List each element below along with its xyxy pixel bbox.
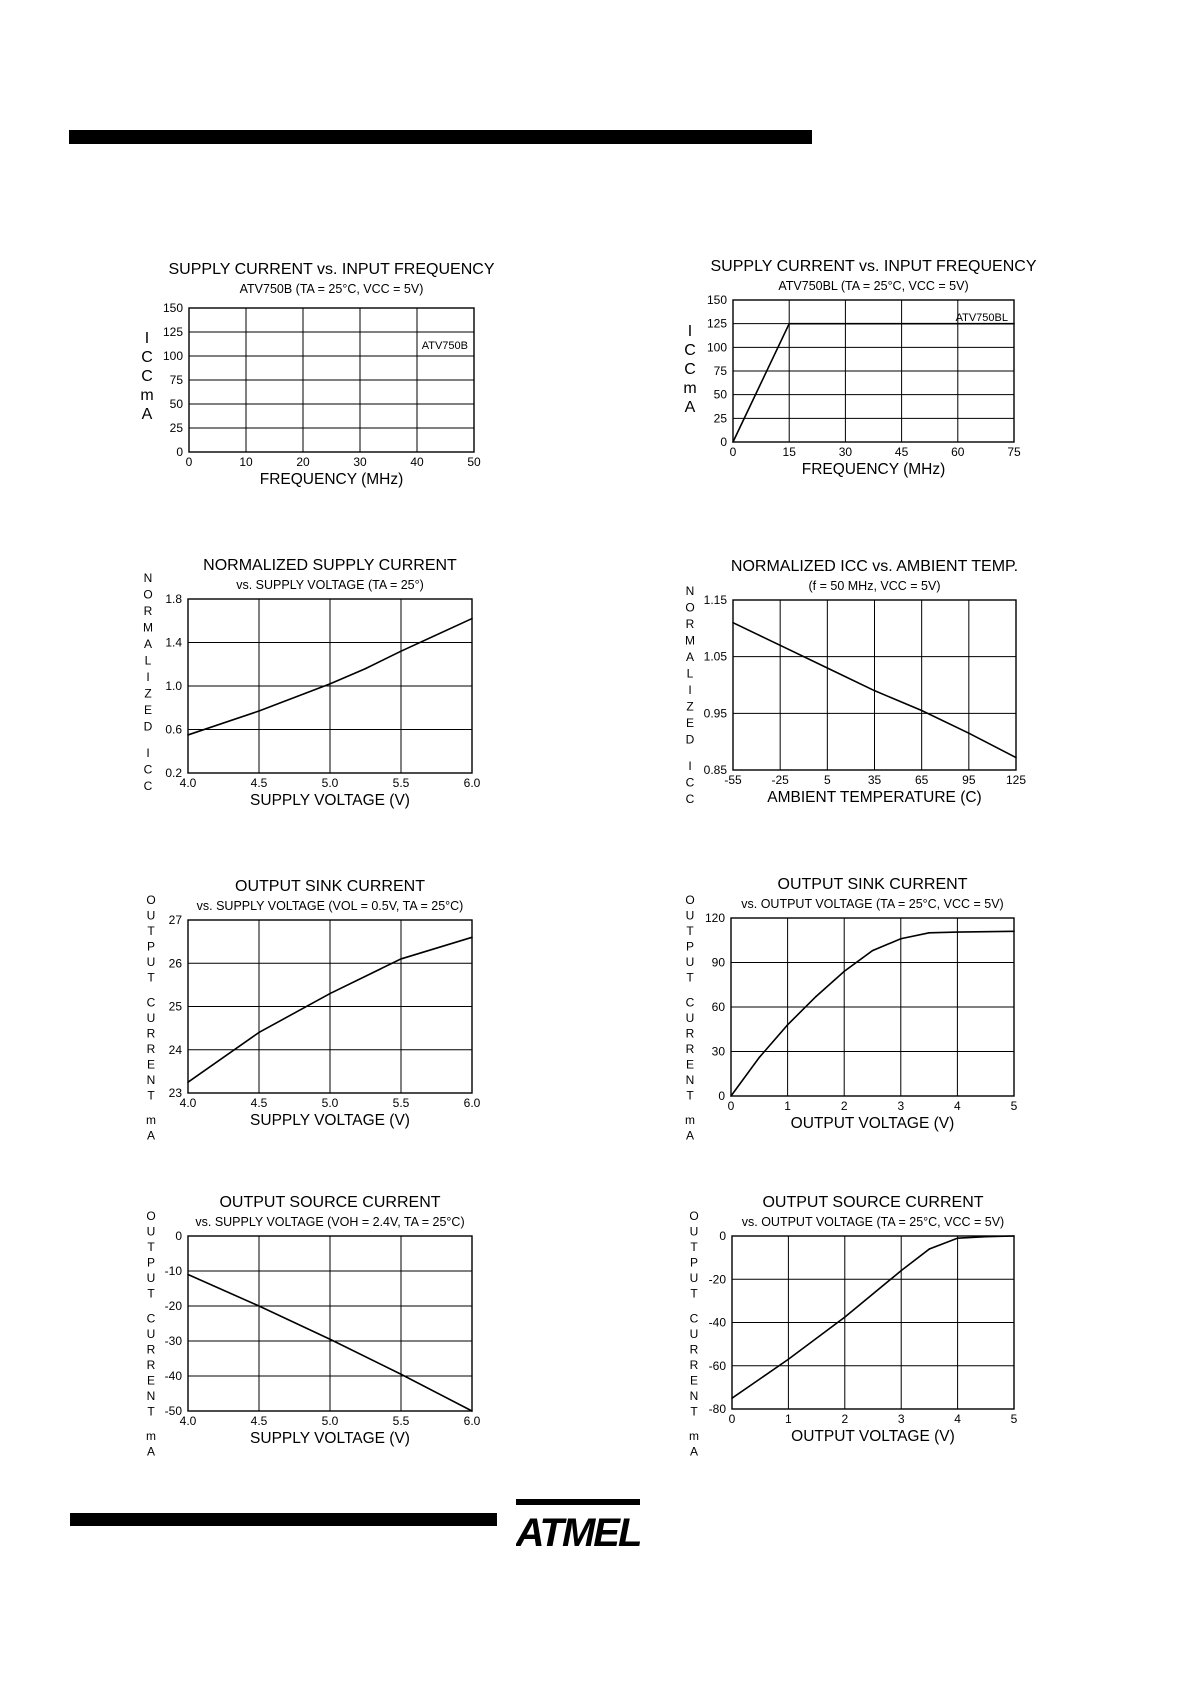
y-tick-label: 120 (704, 911, 725, 925)
y-tick-label: 150 (706, 293, 727, 307)
y-axis-label-letter: R (146, 1041, 156, 1056)
x-axis-label: AMBIENT TEMPERATURE (C) (767, 789, 982, 806)
y-axis-label-letter: P (685, 939, 695, 954)
y-axis-label-letter: T (686, 924, 694, 938)
y-tick-label: 0 (719, 1229, 726, 1243)
x-tick-label: 5.5 (392, 1414, 410, 1428)
y-axis-label-letter: A (141, 406, 153, 423)
y-axis-label-letter: M (685, 633, 695, 648)
x-tick-label: 30 (838, 445, 853, 459)
x-tick-label: 125 (1005, 773, 1027, 787)
chart-subtitle: ATV750BL (TA = 25°C, VCC = 5V) (778, 279, 969, 293)
y-tick-label: 1.0 (165, 679, 182, 693)
x-tick-label: -25 (771, 773, 789, 787)
y-axis-label-letter: U (146, 955, 156, 969)
y-axis-label-letter: C (146, 1311, 156, 1326)
x-axis-label: OUTPUT VOLTAGE (V) (791, 1428, 955, 1445)
y-axis-label-letter: E (689, 1373, 699, 1388)
data-point (400, 1373, 402, 1375)
data-point (844, 1316, 846, 1318)
y-axis-label-letter: T (147, 924, 155, 938)
x-tick-label: 2 (841, 1412, 849, 1426)
chart-title: NORMALIZED ICC vs. AMBIENT TEMP. (730, 558, 1019, 575)
y-axis-label-letter: L (686, 666, 694, 681)
y-axis-label-letter: N (146, 1388, 156, 1403)
data-point (731, 1397, 733, 1399)
x-tick-label: 5 (1010, 1412, 1018, 1426)
y-tick-label: 25 (713, 411, 727, 426)
y-tick-label: 23 (168, 1086, 182, 1100)
x-tick-label: 15 (782, 445, 796, 459)
chart-subtitle: vs. SUPPLY VOLTAGE (VOH = 2.4V, TA = 25°C) (195, 1215, 465, 1229)
y-axis-label-letter: A (685, 650, 695, 664)
y-axis-label-letter: T (690, 1286, 698, 1301)
y-axis-label-letter: T (147, 1088, 155, 1103)
x-tick-label: 50 (467, 455, 481, 469)
y-tick-label: 0.2 (165, 766, 182, 780)
y-tick-label: -40 (708, 1315, 726, 1330)
chart-title: OUTPUT SOURCE CURRENT (219, 1194, 441, 1211)
data-point (329, 993, 331, 995)
y-axis-label-letter: A (684, 399, 696, 416)
y-axis-label-letter: R (685, 1041, 695, 1056)
x-tick-label: 4.5 (250, 776, 268, 790)
y-axis-label-letter: E (685, 716, 695, 730)
data-point (788, 323, 790, 325)
y-axis-label-letter: A (685, 1128, 695, 1143)
data-point (929, 1248, 931, 1250)
y-tick-label: 0.6 (165, 722, 182, 737)
y-tick-label: 0 (176, 445, 183, 459)
data-point (827, 667, 829, 669)
x-tick-label: -55 (724, 773, 742, 787)
x-tick-label: 35 (867, 773, 882, 787)
data-point (957, 931, 959, 933)
y-axis-label-letter: A (146, 1128, 156, 1143)
y-axis-label-letter: O (685, 600, 695, 615)
data-point (843, 971, 845, 973)
y-tick-label: 125 (706, 316, 727, 331)
y-axis-label-letter: U (685, 1010, 695, 1025)
y-axis-label-letter: C (684, 361, 696, 378)
y-tick-label: 0 (718, 1089, 725, 1103)
data-point (874, 690, 876, 692)
y-axis-label-letter: Z (686, 699, 694, 714)
y-axis-label-letter: N (143, 571, 153, 585)
chart-annotation: ATV750BL (955, 312, 1008, 324)
y-axis-label-letter: I (144, 330, 150, 347)
data-point (788, 1358, 790, 1360)
x-tick-label: 4 (954, 1099, 961, 1113)
data-point (1013, 323, 1015, 325)
data-point (759, 1057, 761, 1059)
y-axis-label-letter: N (689, 1388, 699, 1403)
x-tick-label: 10 (239, 455, 253, 469)
y-axis-label-letter: U (689, 1326, 699, 1341)
y-tick-label: -60 (708, 1358, 726, 1373)
x-tick-label: 30 (353, 455, 367, 469)
chart-subtitle: vs. SUPPLY VOLTAGE (VOL = 0.5V, TA = 25°C) (196, 899, 464, 913)
y-axis-label-letter: O (143, 587, 153, 602)
chart-title: SUPPLY CURRENT vs. INPUT FREQUENCY (710, 258, 1037, 275)
data-point (900, 938, 902, 940)
data-point (258, 710, 260, 712)
y-tick-label: 25 (168, 999, 182, 1014)
y-axis-label-letter: E (685, 1057, 695, 1072)
data-point (1015, 757, 1017, 759)
y-axis-label-letter: I (146, 670, 150, 684)
atmel-logo (516, 1490, 640, 1550)
chart-title: OUTPUT SINK CURRENT (235, 878, 425, 895)
y-axis-label-letter: A (146, 1444, 156, 1459)
y-axis-label-letter: O (685, 893, 695, 907)
y-axis-label-letter: C (685, 791, 695, 806)
y-tick-label: -10 (164, 1264, 182, 1278)
chart-subtitle: vs. SUPPLY VOLTAGE (TA = 25°) (236, 578, 424, 592)
chart-subtitle: vs. OUTPUT VOLTAGE (TA = 25°C, VCC = 5V) (741, 1215, 1005, 1229)
x-axis-label: SUPPLY VOLTAGE (V) (250, 1112, 410, 1129)
y-axis-label-letter: N (685, 1072, 695, 1087)
y-tick-label: 25 (169, 421, 183, 435)
x-tick-label: 4.0 (179, 776, 197, 790)
chart-title: OUTPUT SOURCE CURRENT (762, 1194, 984, 1211)
x-tick-label: 5 (1010, 1099, 1018, 1113)
data-point (985, 1236, 987, 1238)
data-point (329, 683, 331, 685)
y-axis-label-letter: C (141, 368, 153, 385)
y-tick-label: 150 (162, 301, 183, 315)
y-tick-label: 60 (711, 1000, 725, 1014)
data-point (900, 1270, 902, 1272)
y-axis-label-letter: R (146, 1357, 156, 1372)
x-tick-label: 20 (296, 455, 310, 469)
x-tick-label: 6.0 (463, 1414, 481, 1428)
y-axis-label-letter: E (146, 1373, 156, 1388)
y-axis-label-letter: C (684, 342, 696, 359)
x-axis-label: FREQUENCY (MHz) (259, 471, 404, 488)
y-tick-label: 0 (720, 435, 727, 449)
data-point (921, 710, 923, 712)
y-axis-label-letter: m (683, 380, 697, 397)
data-point (187, 734, 189, 736)
x-tick-label: 0 (727, 1099, 735, 1113)
x-tick-label: 6.0 (463, 1096, 481, 1110)
chart-title: OUTPUT SINK CURRENT (777, 876, 968, 893)
y-axis-label-letter: T (690, 1404, 698, 1419)
y-axis-label-letter: I (687, 323, 693, 340)
y-tick-label: 90 (711, 955, 725, 970)
y-axis-label-letter: P (689, 1255, 699, 1270)
y-tick-label: -50 (164, 1404, 182, 1418)
y-axis-label-letter: A (143, 637, 153, 651)
x-tick-label: 3 (897, 1099, 905, 1113)
y-axis-label-letter: I (146, 745, 150, 760)
y-tick-label: -20 (164, 1299, 182, 1313)
x-tick-label: 3 (897, 1412, 905, 1426)
x-tick-label: 4.0 (179, 1414, 197, 1428)
y-axis-label-letter: U (689, 1271, 699, 1285)
y-tick-label: -30 (164, 1334, 182, 1348)
data-point (1013, 931, 1015, 933)
y-axis-label-letter: T (147, 970, 155, 985)
data-point (732, 441, 734, 443)
y-axis-label-letter: E (146, 1057, 156, 1072)
y-axis-label-letter: R (689, 1342, 699, 1357)
y-tick-label: -80 (708, 1402, 726, 1416)
x-axis-label: SUPPLY VOLTAGE (V) (250, 792, 410, 809)
y-axis-label-letter: C (685, 775, 695, 790)
y-tick-label: 100 (706, 340, 727, 355)
data-point (928, 932, 930, 934)
y-tick-label: 0.85 (703, 763, 727, 777)
y-tick-label: 125 (162, 325, 183, 339)
y-axis-label-letter: M (143, 620, 153, 635)
x-axis-label: FREQUENCY (MHz) (801, 461, 946, 478)
data-point (730, 1095, 732, 1097)
y-tick-label: -20 (708, 1272, 726, 1287)
chart-subtitle: vs. OUTPUT VOLTAGE (TA = 25°C, VCC = 5V) (741, 897, 1004, 911)
x-tick-label: 45 (894, 445, 909, 459)
y-axis-label-letter: C (689, 1311, 699, 1326)
data-point (258, 1032, 260, 1034)
x-tick-label: 60 (951, 445, 965, 459)
x-axis-label: SUPPLY VOLTAGE (V) (250, 1430, 410, 1447)
y-tick-label: 1.05 (703, 649, 727, 664)
y-tick-label: 24 (168, 1042, 182, 1057)
y-axis-label-letter: m (140, 387, 154, 404)
y-axis-label-letter: O (146, 893, 156, 907)
x-tick-label: 0 (185, 455, 193, 469)
x-tick-label: 4.0 (179, 1096, 197, 1110)
y-tick-label: -40 (164, 1369, 182, 1383)
data-point (872, 950, 874, 952)
y-tick-label: 100 (162, 349, 183, 363)
y-axis-label-letter: A (689, 1444, 699, 1459)
y-tick-label: 1.8 (165, 592, 182, 606)
x-axis-label: OUTPUT VOLTAGE (V) (790, 1115, 955, 1132)
x-tick-label: 5.0 (321, 1414, 339, 1428)
y-tick-label: 1.15 (703, 593, 727, 607)
y-tick-label: 27 (168, 913, 182, 927)
x-tick-label: 5.0 (321, 776, 339, 790)
y-axis-label-letter: D (685, 732, 695, 747)
data-point (1013, 1235, 1015, 1237)
series-line (733, 324, 1014, 442)
y-axis-label-letter: R (685, 1026, 695, 1041)
x-tick-label: 6.0 (463, 776, 481, 790)
x-tick-label: 5.5 (392, 1096, 410, 1110)
svg-text:ATMEL: ATMEL (516, 1511, 640, 1550)
y-axis-label-letter: U (689, 1224, 699, 1239)
chart-title: SUPPLY CURRENT vs. INPUT FREQUENCY (168, 261, 495, 278)
x-tick-label: 75 (1007, 445, 1021, 459)
data-point (779, 645, 781, 647)
y-axis-label-letter: T (686, 1088, 694, 1103)
data-point (365, 668, 367, 670)
y-axis-label-letter: I (688, 758, 692, 773)
data-point (815, 996, 817, 998)
y-axis-label-letter: N (685, 584, 695, 598)
y-axis-label-letter: m (146, 1113, 156, 1128)
data-point (471, 937, 473, 939)
y-axis-label-letter: T (686, 970, 694, 985)
x-tick-label: 0 (728, 1412, 736, 1426)
y-axis-label-letter: U (685, 908, 695, 923)
data-point (957, 1237, 959, 1239)
x-tick-label: 2 (840, 1099, 848, 1113)
y-axis-label-letter: R (143, 604, 153, 618)
data-point (187, 1274, 189, 1276)
data-point (471, 618, 473, 620)
y-axis-label-letter: P (146, 1255, 156, 1270)
data-point (732, 622, 734, 624)
y-tick-label: 50 (713, 387, 727, 402)
x-tick-label: 1 (785, 1412, 792, 1426)
x-tick-label: 4.5 (250, 1096, 268, 1110)
x-tick-label: 5.0 (321, 1096, 339, 1110)
y-axis-label-letter: D (143, 719, 153, 734)
y-axis-label-letter: I (688, 683, 692, 697)
y-axis-label-letter: U (146, 1326, 156, 1341)
data-point (400, 958, 402, 960)
chart-title: NORMALIZED SUPPLY CURRENT (203, 557, 457, 574)
y-axis-label-letter: L (144, 653, 152, 668)
y-axis-label-letter: P (146, 939, 156, 954)
data-point (471, 1410, 473, 1412)
y-tick-label: 75 (713, 364, 727, 378)
x-tick-label: 5.5 (392, 776, 410, 790)
y-tick-label: 0 (175, 1229, 182, 1243)
y-axis-label-letter: C (143, 762, 153, 777)
y-axis-label-letter: R (685, 617, 695, 631)
chart-subtitle: (f = 50 MHz, VCC = 5V) (808, 579, 941, 593)
y-axis-label-letter: U (146, 908, 156, 923)
x-tick-label: 1 (784, 1099, 791, 1113)
x-tick-label: 4 (954, 1412, 961, 1426)
chart-subtitle: ATV750B (TA = 25°C, VCC = 5V) (239, 282, 424, 296)
data-point (329, 1338, 331, 1340)
y-axis-label-letter: T (147, 1286, 155, 1301)
y-axis-label-letter: N (146, 1072, 156, 1087)
x-tick-label: 40 (410, 455, 424, 469)
y-axis-label-letter: Z (144, 686, 152, 701)
x-tick-label: 95 (962, 773, 976, 787)
y-axis-label-letter: O (146, 1209, 156, 1223)
y-tick-label: 50 (169, 397, 183, 411)
y-axis-label-letter: U (146, 1224, 156, 1239)
x-tick-label: 0 (729, 445, 737, 459)
y-axis-label-letter: U (685, 955, 695, 969)
y-axis-label-letter: C (141, 349, 153, 366)
data-point (187, 1081, 189, 1083)
y-axis-label-letter: T (690, 1240, 698, 1254)
y-axis-label-letter: U (146, 1271, 156, 1285)
y-axis-label-letter: m (689, 1429, 699, 1444)
data-point (968, 732, 970, 734)
chart-annotation: ATV750B (421, 340, 468, 352)
y-tick-label: 0.95 (703, 706, 727, 721)
y-tick-label: 1.4 (165, 635, 182, 650)
x-tick-label: 5 (823, 773, 831, 787)
y-axis-label-letter: m (146, 1429, 156, 1444)
y-axis-label-letter: O (689, 1209, 699, 1223)
y-axis-label-letter: C (685, 995, 695, 1010)
x-tick-label: 65 (914, 773, 929, 787)
y-axis-label-letter: C (143, 778, 153, 793)
y-tick-label: 26 (168, 956, 182, 971)
y-tick-label: 30 (711, 1044, 725, 1059)
data-point (258, 1305, 260, 1307)
data-point (787, 1024, 789, 1026)
series-line (732, 1236, 1014, 1398)
y-axis-label-letter: m (685, 1113, 695, 1128)
y-axis-label-letter: T (147, 1404, 155, 1419)
y-axis-label-letter: R (689, 1357, 699, 1372)
x-tick-label: 4.5 (250, 1414, 268, 1428)
y-axis-label-letter: C (146, 995, 156, 1010)
y-axis-label-letter: R (146, 1342, 156, 1357)
y-axis-label-letter: T (147, 1240, 155, 1254)
data-point (400, 650, 402, 652)
y-axis-label-letter: E (143, 703, 153, 717)
series-line (731, 931, 1014, 1096)
y-axis-label-letter: U (146, 1010, 156, 1025)
y-axis-label-letter: R (146, 1026, 156, 1041)
y-tick-label: 75 (169, 373, 183, 387)
